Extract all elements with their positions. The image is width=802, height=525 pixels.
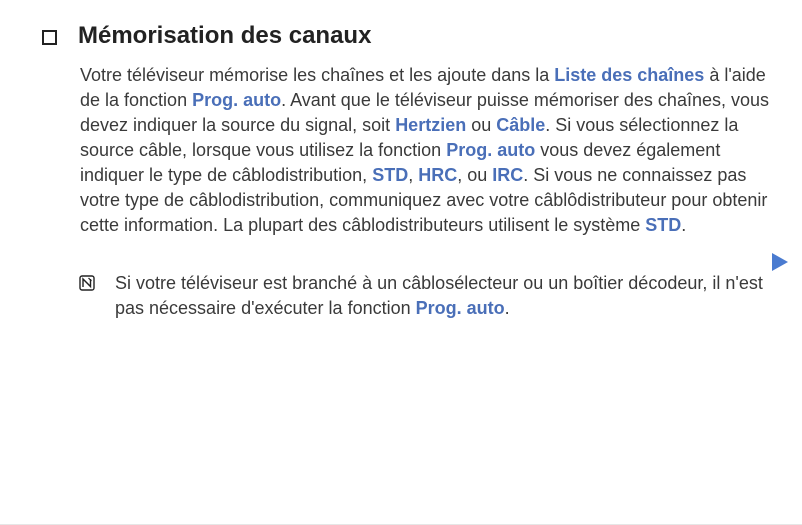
body-text: , ou [457, 165, 493, 185]
body-text: , [408, 165, 419, 185]
body-paragraph [80, 63, 770, 238]
body-text: . Si vous ne connaissez pas votre type de câblodistribution, communiquez avec votre câblôdistributeur pour obtenir cette information. La plupart des câblodistributeurs utilisent le système [80, 165, 768, 235]
keyword-std: STD [372, 165, 409, 185]
next-page-arrow-icon[interactable] [772, 253, 788, 271]
note-body-text: . [504, 298, 510, 318]
body-text: ou [466, 115, 497, 135]
body-text: à l'aide de la fonction [80, 65, 766, 110]
keyword-prog-auto: Prog. auto [446, 140, 536, 160]
body-text: . Si vous sélectionnez la source câble, lorsque vous utilisez la fonction [80, 115, 739, 160]
keyword-prog-auto: Prog. auto [415, 298, 505, 318]
keyword-std: STD [645, 215, 682, 235]
checkbox-bullet-icon [42, 30, 57, 45]
keyword-cable: Câble [496, 115, 546, 135]
body-text: vous devez également indiquer le type de câblodistribution, [80, 140, 721, 185]
note-body-text: Si votre téléviseur est branché à un câblosélecteur ou un boîtier décodeur, il n'est pas nécessaire d'exécuter la fonction [115, 273, 763, 318]
keyword-prog-auto: Prog. auto [192, 90, 282, 110]
page-title: Mémorisation des canaux [78, 22, 372, 49]
note-row [79, 271, 769, 321]
keyword-hrc: HRC [418, 165, 458, 185]
keyword-hertzien: Hertzien [395, 115, 467, 135]
keyword-channel-list: Liste des chaînes [554, 65, 705, 85]
body-text: . Avant que le téléviseur puisse mémoriser des chaînes, vous devez indiquer la source du signal, soit [80, 90, 770, 135]
keyword-irc: IRC [492, 165, 524, 185]
body-text: Votre téléviseur mémorise les chaînes et les ajoute dans la [80, 65, 555, 85]
note-icon [79, 275, 95, 291]
body-text: . [681, 215, 687, 235]
note-text [115, 271, 769, 321]
section-heading [42, 18, 371, 54]
